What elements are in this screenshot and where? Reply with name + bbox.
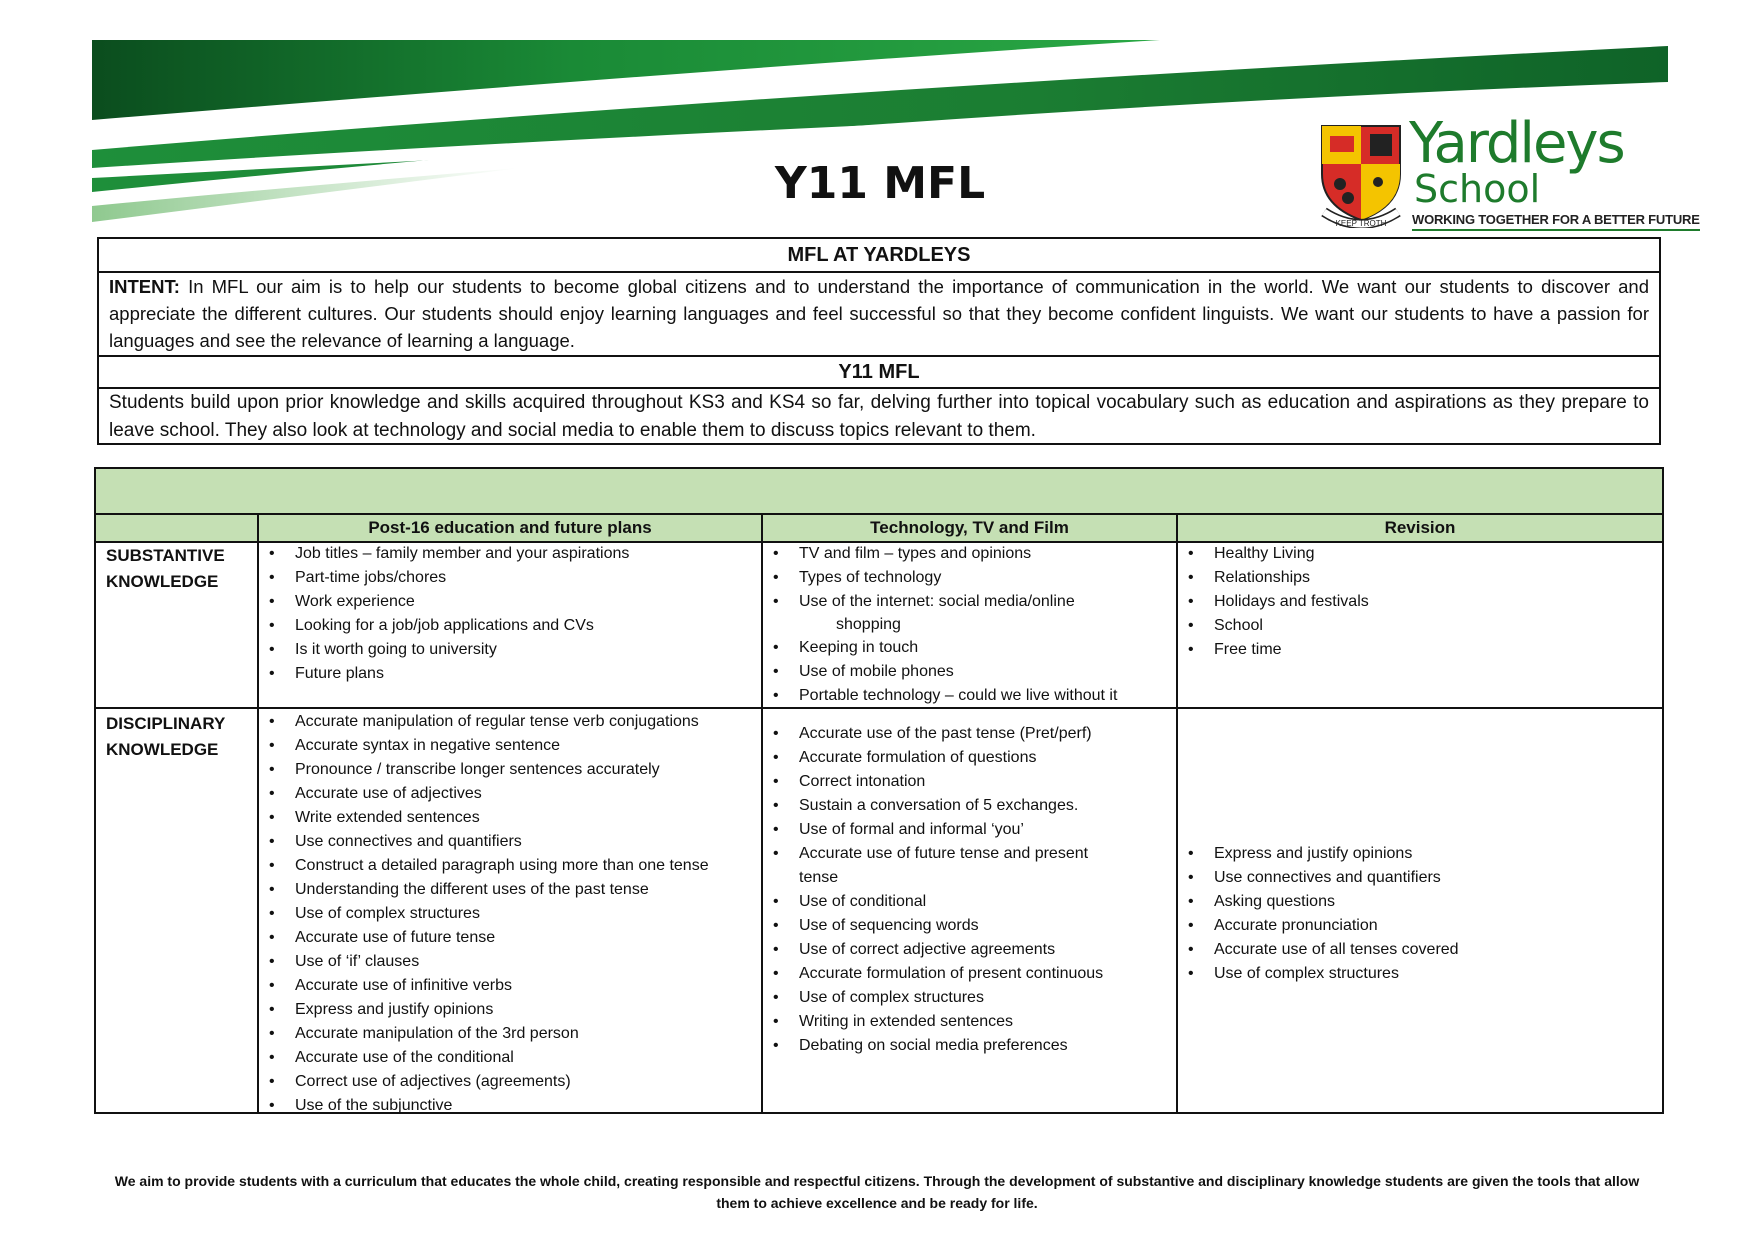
list-item: • Free time xyxy=(1178,638,1658,662)
disciplinary-revision-list xyxy=(1178,842,1658,986)
list-item: • Healthy Living xyxy=(1178,542,1658,566)
logo-name-line2: School xyxy=(1414,167,1541,211)
list-item: • Holidays and festivals xyxy=(1178,590,1658,614)
list-item: • Express and justify opinions xyxy=(1178,842,1658,866)
list-item: • Asking questions xyxy=(1178,890,1658,914)
column-header-technology: Technology, TV and Film xyxy=(870,518,1069,537)
list-item: • Relationships xyxy=(1178,566,1658,590)
list-item: • Accurate use of future tense xyxy=(259,926,759,950)
row-label-line: DISCIPLINARY xyxy=(106,714,226,733)
substantive-revision-list xyxy=(1178,542,1658,662)
list-item: • Accurate use of future tense and present xyxy=(763,842,1173,866)
list-item: • Work experience xyxy=(259,590,759,614)
list-item: • Accurate formulation of present continuous xyxy=(763,962,1173,986)
list-item: • Use of mobile phones xyxy=(763,660,1173,684)
list-item: • Use of sequencing words xyxy=(763,914,1173,938)
list-item: • Use connectives and quantifiers xyxy=(259,830,759,854)
intent-text: In MFL our aim is to help our students to become global citizens and to understand the importance of communication in the world. We want our students to discover and appreciate the different cultures. Our students should enjoy learning languages and feel successful so that they become confident linguists. We want our students to have a passion for languages and see the relevance of learning a language. xyxy=(109,276,1649,351)
list-item: • Writing in extended sentences xyxy=(763,1010,1173,1034)
substantive-post16-list xyxy=(259,542,759,686)
list-item: • Accurate use of the past tense (Pret/perf) xyxy=(763,722,1173,746)
y11-paragraph: Students build upon prior knowledge and skills acquired throughout KS3 and KS4 so far, delving further into topical vocabulary such as education and aspirations as they prepare to leave school. They also look at technology and social media to enable them to discuss topics relevant to them. xyxy=(109,392,1649,441)
intro-heading: MFL AT YARDLEYS xyxy=(99,239,1659,273)
list-item: • Correct intonation xyxy=(763,770,1173,794)
list-item: • Use of complex structures xyxy=(259,902,759,926)
row-label-substantive xyxy=(106,543,225,595)
list-item: • Use of formal and informal ‘you’ xyxy=(763,818,1173,842)
list-item: • Use of the internet: social media/online xyxy=(763,590,1173,614)
row-label-line: KNOWLEDGE xyxy=(106,572,219,591)
column-header-post16: Post-16 education and future plans xyxy=(368,518,652,537)
list-item: • Accurate use of the conditional xyxy=(259,1046,759,1070)
crest-motto: KEEP TROTH xyxy=(1335,219,1387,228)
logo-name-line1: Yardleys xyxy=(1409,111,1624,176)
list-item: • Use of complex structures xyxy=(763,986,1173,1010)
list-item: • Accurate manipulation of regular tense verb conjugations xyxy=(259,710,759,734)
intro-box xyxy=(97,237,1661,445)
footer-statement: We aim to provide students with a curriculum that educates the whole child, creating responsible and respectful citizens. Through the development of substantive and disciplinary knowledge students are given the tools that allow them to achieve excellence and be ready for life. xyxy=(114,1173,1640,1211)
list-item: • Express and justify opinions xyxy=(259,998,759,1022)
intent-paragraph xyxy=(99,273,1659,357)
list-item: • Future plans xyxy=(259,662,759,686)
list-item: • Use of conditional xyxy=(763,890,1173,914)
list-item: • Looking for a job/job applications and CVs xyxy=(259,614,759,638)
list-item: • Accurate formulation of questions xyxy=(763,746,1173,770)
list-item: • Accurate use of adjectives xyxy=(259,782,759,806)
list-item: • Correct use of adjectives (agreements) xyxy=(259,1070,759,1094)
list-item: • Part-time jobs/chores xyxy=(259,566,759,590)
column-header-revision: Revision xyxy=(1384,518,1456,537)
list-item: • Accurate use of all tenses covered xyxy=(1178,938,1658,962)
school-crest-icon xyxy=(1318,124,1404,228)
page-title: Y11 MFL xyxy=(774,158,986,209)
school-logo xyxy=(1318,111,1700,232)
list-item: • School xyxy=(1178,614,1658,638)
list-item: • Portable technology – could we live without it xyxy=(763,684,1173,708)
list-item: • Use of the subjunctive xyxy=(259,1094,759,1118)
curriculum-table xyxy=(94,467,1664,1114)
disciplinary-post16-list xyxy=(259,710,759,1118)
list-item-continuation: shopping xyxy=(836,616,901,633)
table-title-band xyxy=(96,469,1662,515)
list-item-continuation: tense xyxy=(799,869,839,886)
substantive-technology-list-2 xyxy=(763,636,1173,708)
list-item: • Construct a detailed paragraph using more than one tense xyxy=(259,854,759,878)
list-item: • Write extended sentences xyxy=(259,806,759,830)
list-item: • Understanding the different uses of the past tense xyxy=(259,878,759,902)
list-item: • Use of ‘if’ clauses xyxy=(259,950,759,974)
row-label-disciplinary xyxy=(106,711,225,763)
list-item: • Keeping in touch xyxy=(763,636,1173,660)
list-item: • Is it worth going to university xyxy=(259,638,759,662)
list-item: • Use connectives and quantifiers xyxy=(1178,866,1658,890)
list-item: • Accurate syntax in negative sentence xyxy=(259,734,759,758)
disciplinary-technology-list-2 xyxy=(763,890,1173,1058)
disciplinary-technology-list xyxy=(763,722,1173,866)
list-item: • Job titles – family member and your aspirations xyxy=(259,542,759,566)
list-item: • Types of technology xyxy=(763,566,1173,590)
intent-label: INTENT: xyxy=(109,276,180,297)
logo-tagline: WORKING TOGETHER FOR A BETTER FUTURE xyxy=(1412,212,1700,231)
list-item: • Accurate use of infinitive verbs xyxy=(259,974,759,998)
list-item: • Use of complex structures xyxy=(1178,962,1658,986)
list-item: • Sustain a conversation of 5 exchanges. xyxy=(763,794,1173,818)
row-label-line: KNOWLEDGE xyxy=(106,740,219,759)
y11-heading: Y11 MFL xyxy=(99,357,1659,389)
list-item: • Accurate pronunciation xyxy=(1178,914,1658,938)
list-item: • TV and film – types and opinions xyxy=(763,542,1173,566)
row-label-line: SUBSTANTIVE xyxy=(106,546,225,565)
column-header-row xyxy=(96,515,1662,543)
list-item: • Debating on social media preferences xyxy=(763,1034,1173,1058)
list-item: • Use of correct adjective agreements xyxy=(763,938,1173,962)
list-item: • Pronounce / transcribe longer sentences accurately xyxy=(259,758,759,782)
list-item: • Accurate manipulation of the 3rd person xyxy=(259,1022,759,1046)
substantive-technology-list xyxy=(763,542,1173,614)
